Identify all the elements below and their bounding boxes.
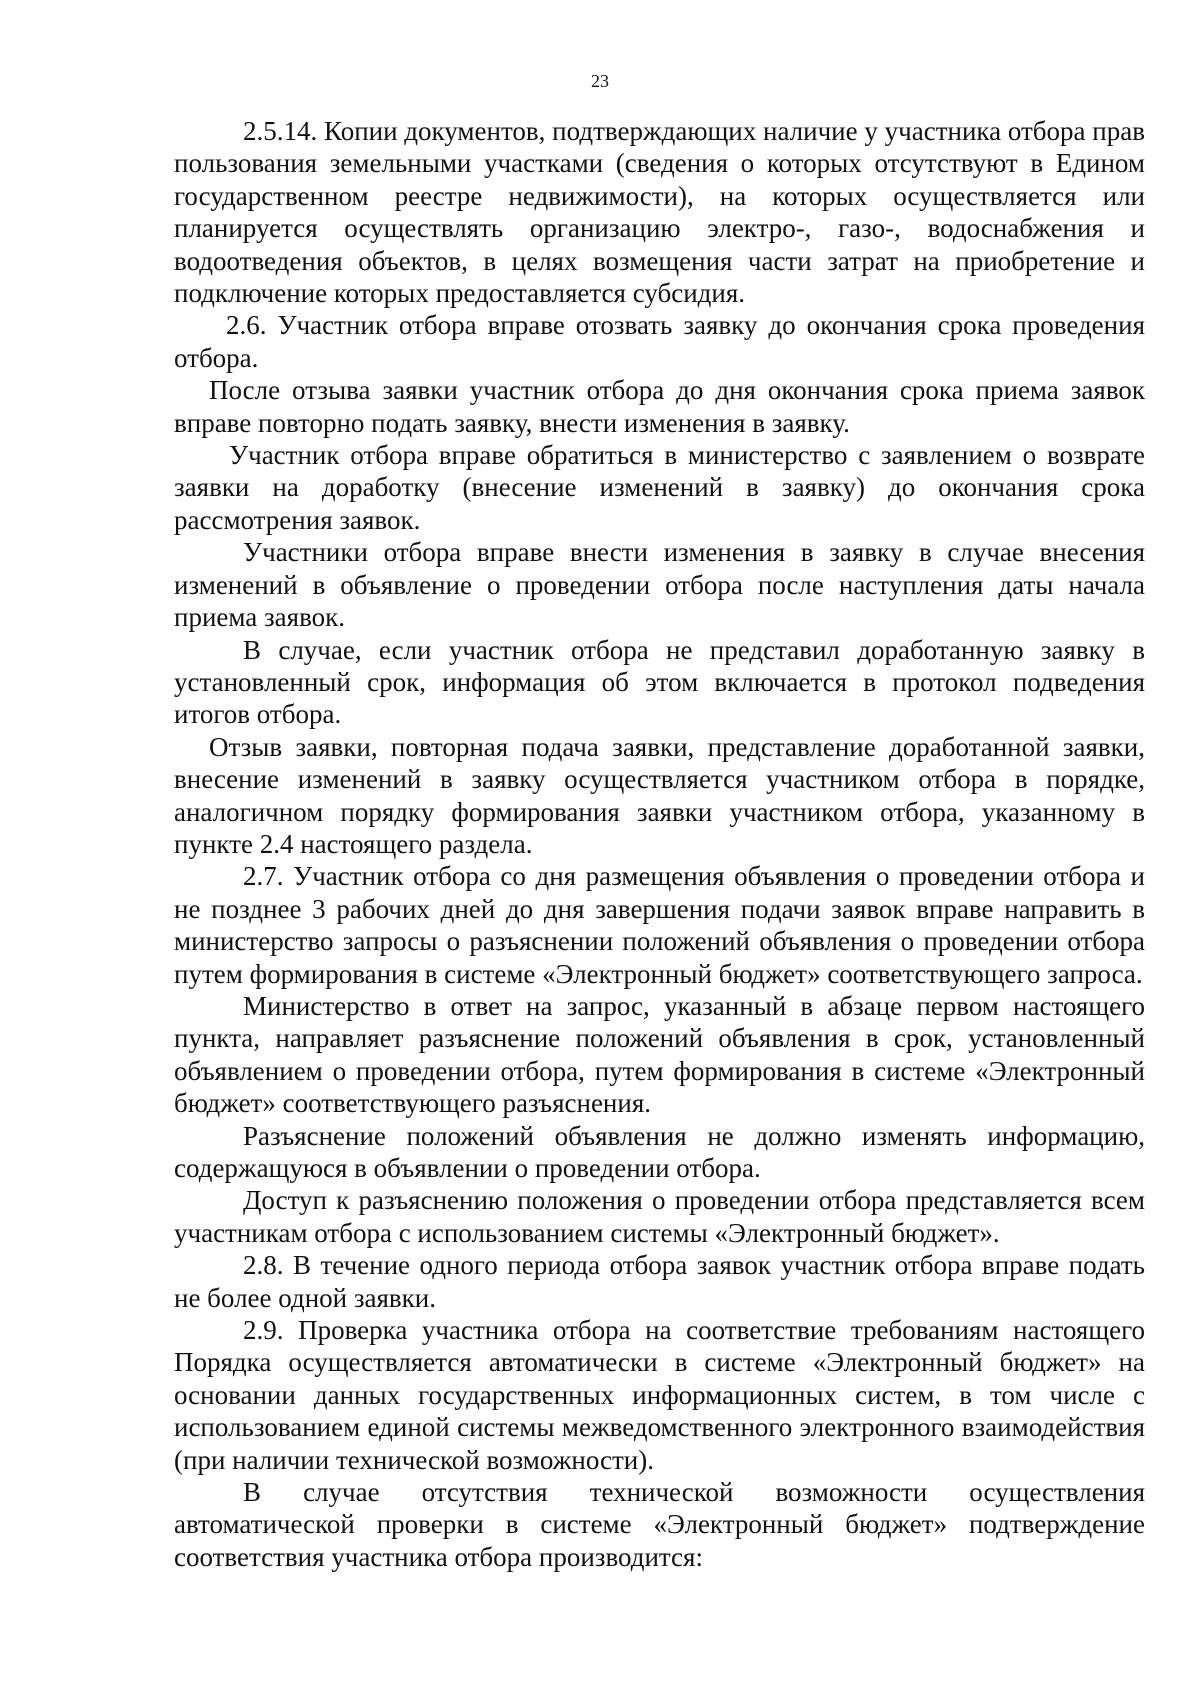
paragraph-ministry-response: Министерство в ответ на запрос, указанный в абзаце первом настоящего пункта, направляет разъяснение положений объявления в срок, установленный объявлением о проведении отбора, путем формирования в системе «Электронный бюджет» соответствующего разъяснения.: [174, 990, 1145, 1119]
paragraph-clarification-limit: Разъяснение положений объявления не должно изменять информацию, содержащуюся в объявлении о проведении отбора.: [174, 1120, 1145, 1183]
page-number: 23: [591, 71, 609, 91]
paragraph-2-9: 2.9. Проверка участника отбора на соответствие требованиям настоящего Порядка осуществляется автоматически в системе «Электронный бюджет» на основании данных государственных информационных систем, в том числе с использованием единой системы межведомственного электронного взаимодействия (при наличии технической возможности).: [174, 1315, 1145, 1475]
paragraph-late-revision: В случае, если участник отбора не представил доработанную заявку в установленный срок, информация об этом включается в протокол подведения итогов отбора.: [174, 634, 1145, 730]
paragraph-2-8: 2.8. В течение одного периода отбора заявок участник отбора вправе подать не более одной заявки.: [174, 1250, 1145, 1313]
paragraph-clarification-access: Доступ к разъяснению положения о проведении отбора представляется всем участникам отбора с использованием системы «Электронный бюджет».: [174, 1185, 1145, 1248]
paragraph-withdrawal: После отзыва заявки участник отбора до дня окончания срока приема заявок вправе повторно подать заявку, внести изменения в заявку.: [174, 375, 1145, 438]
paragraph-manual-check: В случае отсутствия технической возможности осуществления автоматической проверки в системе «Электронный бюджет» подтверждение соответствия участника отбора производится:: [174, 1477, 1145, 1572]
paragraph-2-7: 2.7. Участник отбора со дня размещения объявления о проведении отбора и не позднее 3 рабочих дней до дня завершения подачи заявок вправе направить в министерство запросы о разъяснении положений объявления о проведении отбора путем формирования в системе «Электронный бюджет» соответствующего запроса.: [174, 861, 1145, 989]
paragraph-2-5-14: 2.5.14. Копии документов, подтверждающих наличие у участника отбора прав пользования земельными участками (сведения о которых отсутствуют в Едином государственном реестре недвижимости), на которых осуществляется или планируется осуществлять организацию электро-, газо-, водоснабжения и водоотведения объектов, в целях возмещения части затрат на приобретение и подключение которых предоставляется субсидия.: [174, 116, 1145, 309]
paragraph-amend-announcement: Участники отбора вправе внести изменения в заявку в случае внесения изменений в объявление о проведении отбора после наступления даты начала приема заявок.: [174, 537, 1145, 633]
document-body: [174, 115, 1145, 1573]
paragraph-2-6: 2.6. Участник отбора вправе отозвать заявку до окончания срока проведения отбора.: [174, 310, 1145, 373]
paragraph-procedure: Отзыв заявки, повторная подача заявки, представление доработанной заявки, внесение изменений в заявку осуществляется участником отбора в порядке, аналогичном порядку формирования заявки участником отбора, указанному в пункте 2.4 настоящего раздела.: [174, 731, 1145, 859]
paragraph-return-request: Участник отбора вправе обратиться в министерство с заявлением о возврате заявки на доработку (внесение изменений в заявку) до окончания срока рассмотрения заявок.: [174, 440, 1145, 535]
